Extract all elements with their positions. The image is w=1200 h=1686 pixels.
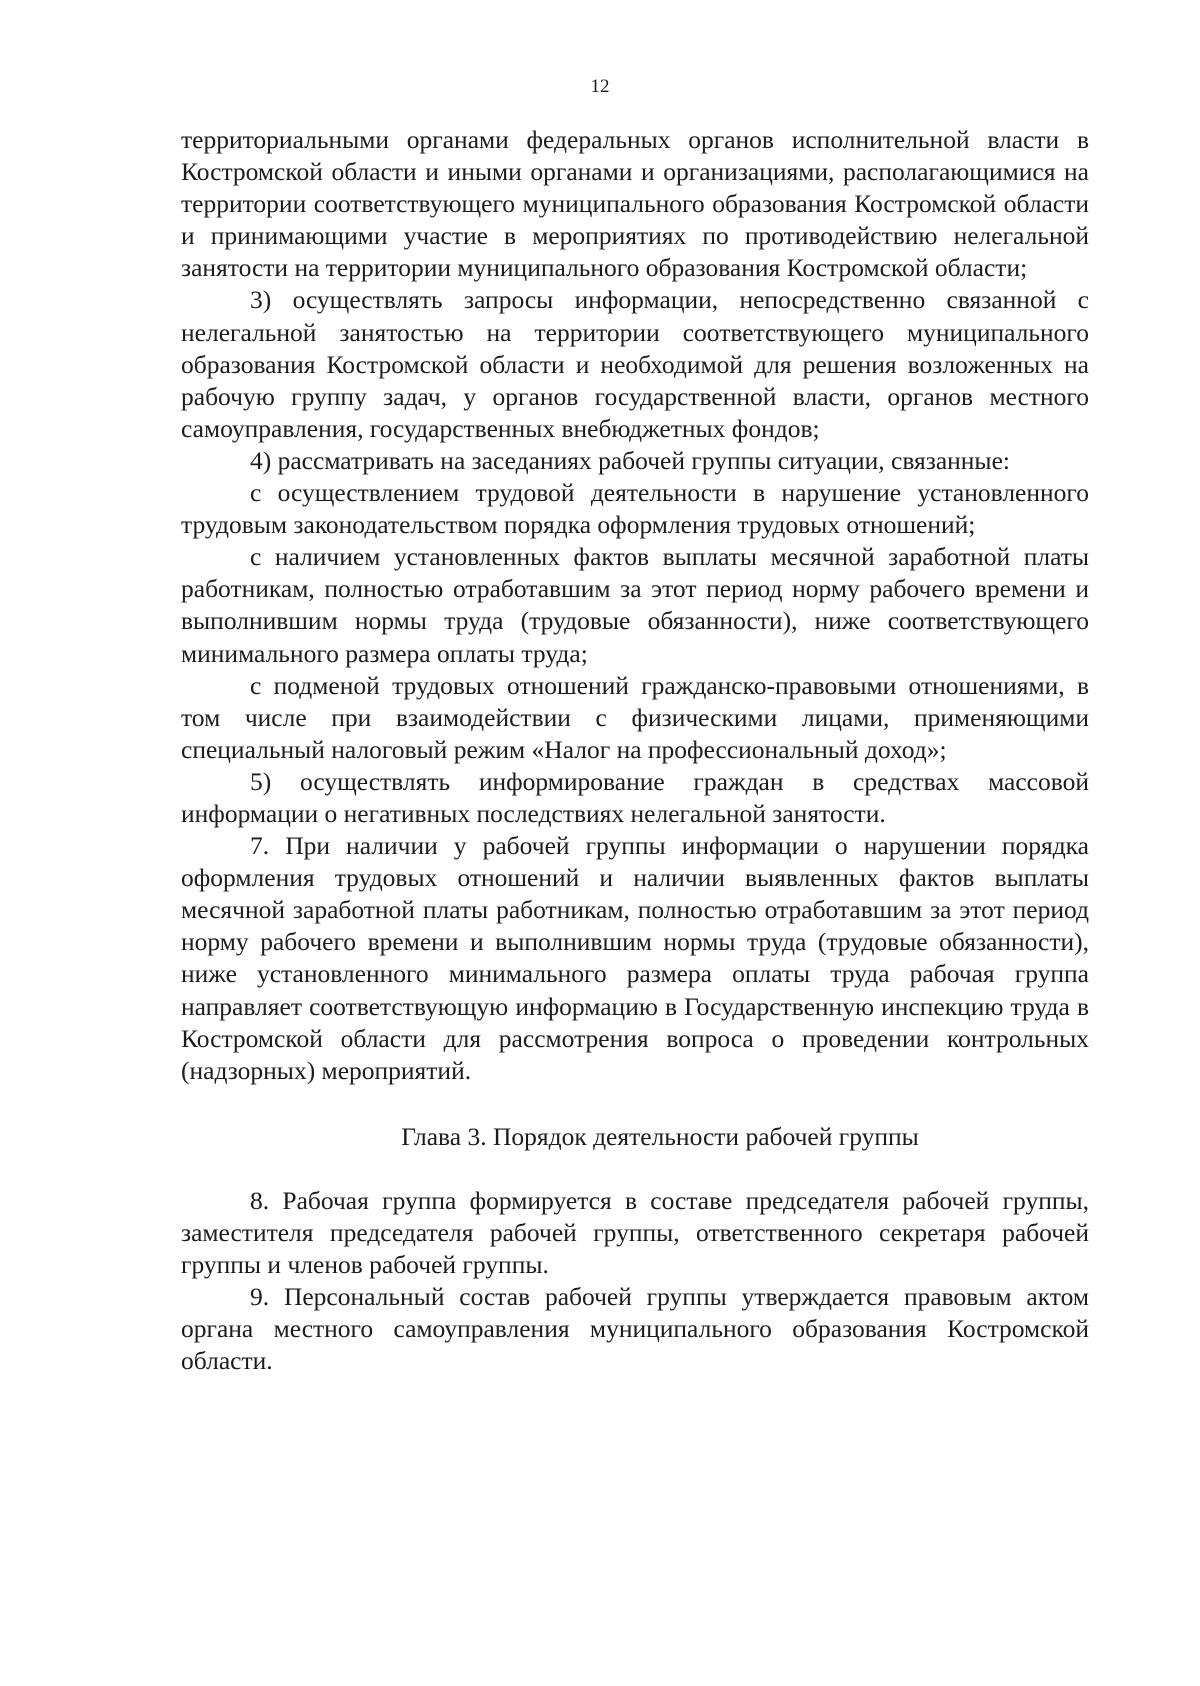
paragraph-item-3: 3) осуществлять запросы информации, непосредственно связанной с нелегальной занятостью на территории соответствующего муниципального образования Костромской области и необходимой для решения возложенных на рабочую группу задач, у органов государственной власти, органов местного самоуправления, государственных внебюджетных фондов; [181, 285, 1089, 443]
paragraph-section-8: 8. Рабочая группа формируется в составе председателя рабочей группы, заместителя председателя рабочей группы, ответственного секретаря рабочей группы и членов рабочей группы. [181, 1185, 1089, 1279]
paragraph-item-5: 5) осуществлять информирование граждан в средствах массовой информации о негативных последствиях нелегальной занятости. [181, 766, 1089, 828]
paragraph-subitem-1: с осуществлением трудовой деятельности в нарушение установленного трудовым законодательством порядка оформления трудовых отношений; [181, 478, 1089, 540]
paragraph-subitem-2: с наличием установленных фактов выплаты месячной заработной платы работникам, полностью отработавшим за этот период норму рабочего времени и выполнившим нормы труда (трудовые обязанности), ниже соответствующего минимального размера оплаты труда; [181, 542, 1089, 668]
paragraph-section-9: 9. Персональный состав рабочей группы утверждается правовым актом органа местного самоуправления муниципального образования Костромской области. [181, 1282, 1089, 1376]
paragraph-section-7: 7. При наличии у рабочей группы информации о нарушении порядка оформления трудовых отношений и наличии выявленных фактов выплаты месячной заработной платы работникам, полностью отработавшим за этот период норму рабочего времени и выполнившим нормы труда (трудовые обязанности), ниже установленного минимального размера оплаты труда рабочая группа направляет соответствующую информацию в Государственную инспекцию труда в Костромской области для рассмотрения вопроса о проведении контрольных (надзорных) мероприятий. [181, 831, 1089, 1085]
page-number: 12 [590, 76, 610, 97]
paragraph-continuation: территориальными органами федеральных органов исполнительной власти в Костромской области и иными органами и организациями, располагающимися на территории соответствующего муниципального образования Костромской области и принимающими участие в мероприятиях по противодействию нелегальной занятости на территории муниципального образования Костромской области; [181, 125, 1089, 283]
paragraph-subitem-3: с подменой трудовых отношений гражданско-правовыми отношениями, в том числе при взаимодействии с физическими лицами, применяющими специальный налоговый режим «Налог на профессиональный доход»; [181, 670, 1089, 764]
paragraph-item-4: 4) рассматривать на заседаниях рабочей группы ситуации, связанные: [250, 445, 1010, 475]
document-body [181, 124, 1089, 1377]
chapter-heading: Глава 3. Порядок деятельности рабочей группы [401, 1121, 919, 1151]
